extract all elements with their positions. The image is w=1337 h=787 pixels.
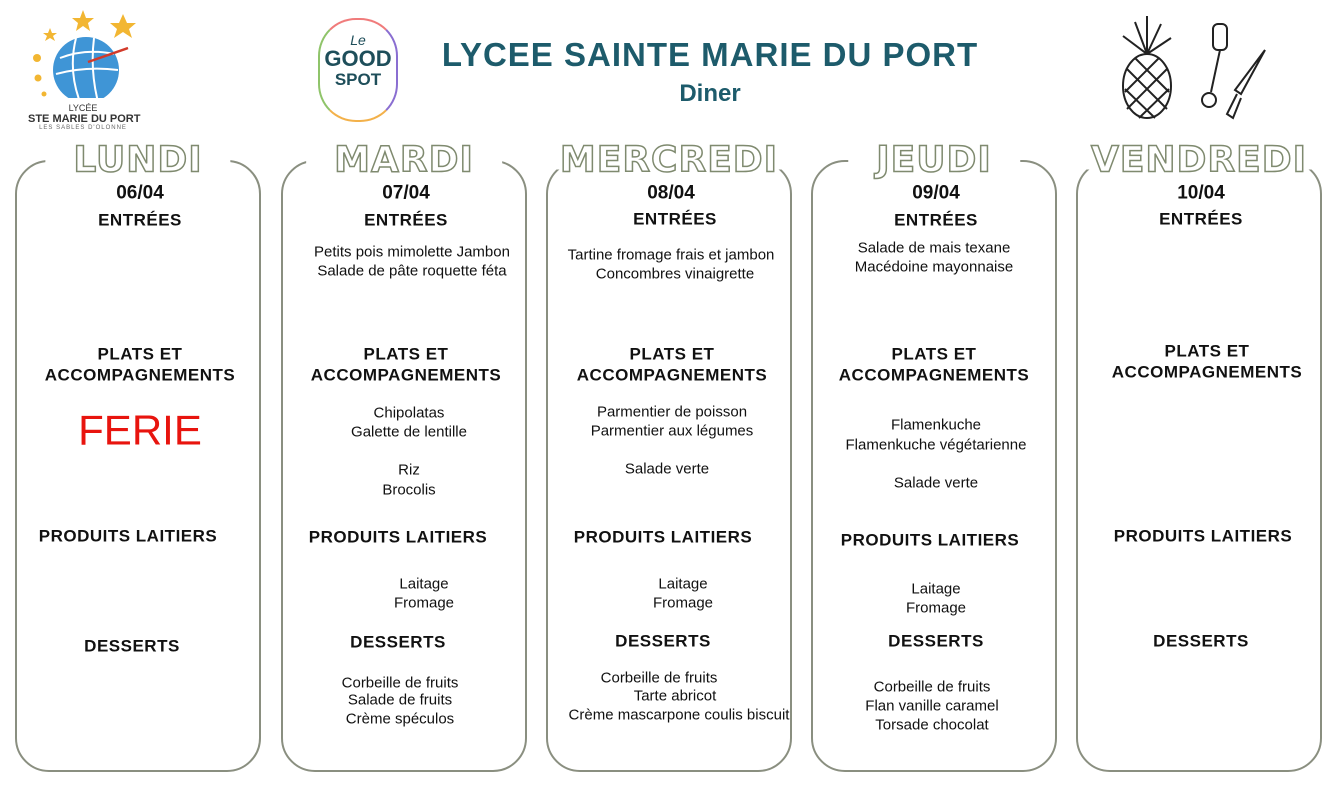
day-name: MARDI — [306, 151, 502, 170]
menu-item: Laitage — [658, 575, 708, 593]
day-name: MERCREDI — [532, 151, 806, 170]
menu-item: Riz — [398, 461, 420, 479]
menu-item: Tarte abricot — [633, 687, 717, 705]
school-logo-line1: LYCÉE — [68, 103, 98, 113]
menu-item: Salade de mais texane — [857, 239, 1011, 257]
plats-heading-2: ACCOMPAGNEMENTS — [44, 365, 236, 385]
laitiers-heading: PRODUITS LAITIERS — [840, 530, 1020, 550]
good-spot-le: Le — [350, 32, 366, 48]
laitiers-heading: PRODUITS LAITIERS — [1113, 526, 1293, 546]
desserts-heading: DESSERTS — [615, 631, 711, 651]
day-card-vendredi — [1076, 139, 1322, 772]
plats-heading-1: PLATS ET — [1164, 341, 1250, 361]
pineapple-utensils-icon — [1105, 14, 1280, 124]
desserts-heading: DESSERTS — [1153, 631, 1249, 651]
plats-heading-2: ACCOMPAGNEMENTS — [838, 365, 1030, 385]
menu-item: Corbeille de fruits — [341, 674, 459, 692]
menu-item: Crème mascarpone coulis biscuit — [568, 706, 790, 724]
day-date: 08/04 — [647, 182, 695, 204]
school-logo-line3: LES SABLES D'OLONNE — [39, 125, 127, 131]
menu-item: Flamenkuche végétarienne — [845, 436, 1027, 454]
menu-item: Parmentier aux légumes — [590, 422, 754, 440]
day-name: LUNDI — [45, 151, 230, 170]
entrees-heading: ENTRÉES — [364, 210, 448, 230]
day-date: 10/04 — [1177, 182, 1225, 204]
menu-item: Brocolis — [382, 481, 436, 499]
plats-heading-1: PLATS ET — [891, 344, 977, 364]
laitiers-heading: PRODUITS LAITIERS — [38, 526, 218, 546]
desserts-heading: DESSERTS — [84, 636, 180, 656]
good-spot-good: GOOD — [324, 46, 392, 71]
entrees-heading: ENTRÉES — [894, 210, 978, 230]
plats-heading-1: PLATS ET — [97, 344, 183, 364]
laitiers-heading: PRODUITS LAITIERS — [308, 527, 488, 547]
menu-item: Petits pois mimolette Jambon — [314, 243, 510, 261]
day-card-mardi — [281, 139, 527, 772]
page-title: LYCEE SAINTE MARIE DU PORT — [441, 36, 979, 73]
menu-item: Chipolatas — [373, 404, 445, 422]
menu-item: Fromage — [652, 594, 714, 612]
menu-item: Tartine fromage frais et jambon — [567, 246, 775, 264]
school-logo-line2: STE MARIE DU PORT — [28, 113, 141, 125]
day-card-mercredi — [546, 139, 792, 772]
laitiers-heading: PRODUITS LAITIERS — [573, 527, 753, 547]
plats-heading-2: ACCOMPAGNEMENTS — [1111, 362, 1303, 382]
day-name: JEUDI — [848, 151, 1020, 170]
day-name: VENDREDI — [1063, 151, 1335, 170]
menu-item: Torsade chocolat — [875, 716, 989, 734]
menu-item: Salade verte — [624, 460, 710, 478]
day-date: 06/04 — [116, 182, 164, 204]
plats-heading-2: ACCOMPAGNEMENTS — [576, 365, 768, 385]
plats-heading-2: ACCOMPAGNEMENTS — [310, 365, 502, 385]
menu-item: Flamenkuche — [890, 416, 982, 434]
good-spot-spot: SPOT — [334, 70, 382, 89]
entrees-heading: ENTRÉES — [1159, 209, 1243, 229]
menu-item: Flan vanille caramel — [865, 697, 999, 715]
menu-item: Laitage — [911, 580, 961, 598]
menu-item: Fromage — [393, 594, 455, 612]
menu-item: Corbeille de fruits — [600, 669, 718, 687]
day-card-jeudi — [811, 139, 1057, 772]
day-date: 07/04 — [382, 182, 430, 204]
desserts-heading: DESSERTS — [888, 631, 984, 651]
menu-item: Concombres vinaigrette — [595, 265, 755, 283]
desserts-heading: DESSERTS — [350, 632, 446, 652]
menu-item: Crème spéculos — [345, 710, 455, 728]
entrees-heading: ENTRÉES — [633, 209, 717, 229]
plats-heading-1: PLATS ET — [629, 344, 715, 364]
menu-item: Corbeille de fruits — [873, 678, 991, 696]
menu-item: Macédoine mayonnaise — [854, 258, 1014, 276]
menu-item: Galette de lentille — [351, 423, 467, 441]
holiday-note: FERIE — [78, 406, 202, 454]
plats-heading-1: PLATS ET — [363, 344, 449, 364]
menu-item: Parmentier de poisson — [596, 403, 748, 421]
entrees-heading: ENTRÉES — [98, 210, 182, 230]
page-subtitle: Diner — [679, 80, 741, 107]
menu-item: Laitage — [399, 575, 449, 593]
day-date: 09/04 — [912, 182, 960, 204]
menu-item: Salade de pâte roquette féta — [317, 262, 507, 280]
menu-item: Salade verte — [893, 474, 979, 492]
menu-item: Fromage — [905, 599, 967, 617]
menu-item: Salade de fruits — [347, 691, 453, 709]
day-card-lundi — [15, 139, 261, 772]
